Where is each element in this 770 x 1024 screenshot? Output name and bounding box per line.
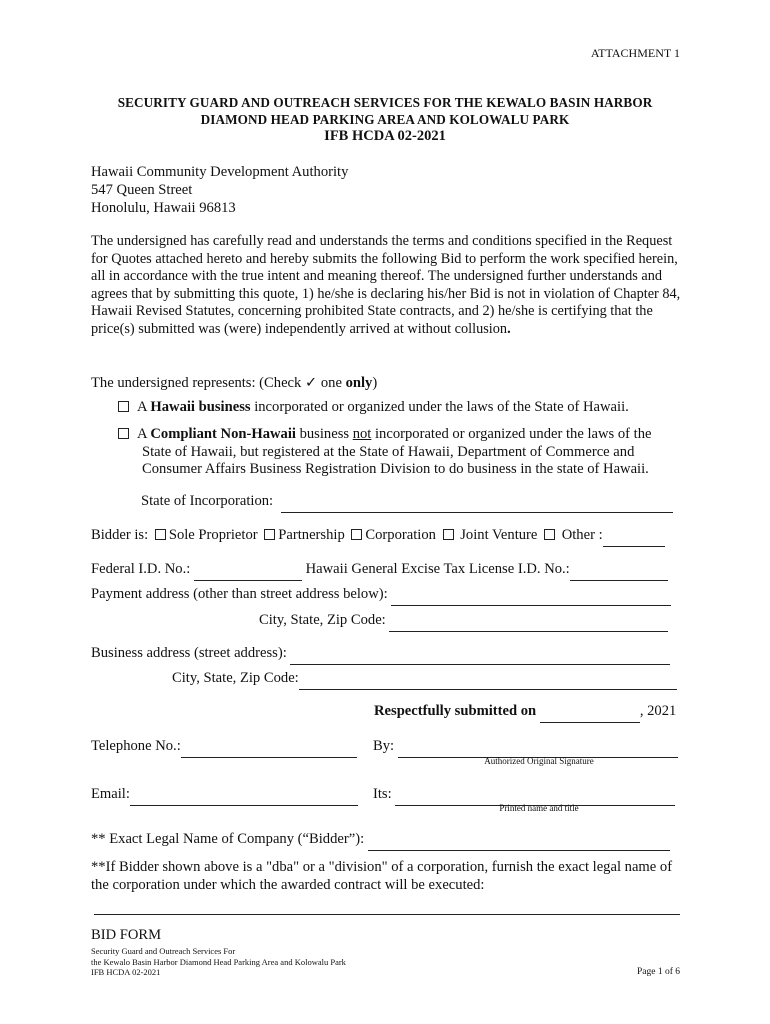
business-address-label: Business address (street address): xyxy=(91,645,287,661)
submitted-date-field[interactable] xyxy=(540,705,640,723)
recipient-address xyxy=(91,163,348,217)
option-nonhawaii-mid: business xyxy=(295,426,353,442)
payment-city-row xyxy=(259,612,668,632)
option-a: A xyxy=(137,399,151,415)
footer-sub-line-3: IFB HCDA 02-2021 xyxy=(91,967,161,977)
title-line-2: DIAMOND HEAD PARKING AREA AND KOLOWALU PARK xyxy=(200,112,570,127)
corporation-name-field[interactable] xyxy=(94,914,680,915)
get-license-field[interactable] xyxy=(570,563,668,581)
checkmark-icon: ✓ xyxy=(304,375,318,391)
title-line-1: SECURITY GUARD AND OUTREACH SERVICES FOR THE KEWALO BASIN HARBOR xyxy=(117,95,653,110)
represents-close: ) xyxy=(372,375,378,391)
hawaii-business-checkbox[interactable] xyxy=(118,401,129,412)
bidder-label: Bidder is: xyxy=(91,527,149,543)
option-hawaii-bold: Hawaii business xyxy=(150,399,251,415)
partnership-label: Partnership xyxy=(278,527,345,543)
corporation-checkbox[interactable] xyxy=(351,529,362,540)
federal-id-label: Federal I.D. No.: xyxy=(91,561,191,577)
payment-city-label: City, State, Zip Code: xyxy=(259,612,386,628)
represents-line xyxy=(91,374,377,392)
other-field[interactable] xyxy=(603,529,665,547)
legal-name-field[interactable] xyxy=(368,833,670,851)
represents-one: one xyxy=(317,375,346,391)
corporation-label: Corporation xyxy=(365,527,436,543)
option-nonhawaii-rest1: incorporated or organized under the laws of the xyxy=(371,426,652,442)
business-city-row xyxy=(172,670,677,690)
email-row xyxy=(91,786,358,806)
footer-sub-line-2: the Kewalo Basin Harbor Diamond Head Parking Area and Kolowalu Park xyxy=(91,956,346,967)
payment-city-field[interactable] xyxy=(389,614,668,632)
submitted-on-row xyxy=(374,703,676,723)
represents-lead: The undersigned represents: (Check xyxy=(91,375,305,391)
state-of-incorporation-row xyxy=(141,493,673,513)
address-city: Honolulu, Hawaii 96813 xyxy=(91,200,236,216)
signature-row xyxy=(373,738,678,758)
partnership-checkbox[interactable] xyxy=(264,529,275,540)
state-of-incorporation-label: State of Incorporation: xyxy=(141,493,274,509)
telephone-field[interactable] xyxy=(181,740,357,758)
option-hawaii-rest: incorporated or organized under the laws of the State of Hawaii. xyxy=(250,399,629,415)
joint-venture-label: Joint Venture xyxy=(456,527,538,543)
attachment-label: ATTACHMENT 1 xyxy=(590,46,680,60)
email-label: Email: xyxy=(91,786,130,802)
business-city-label: City, State, Zip Code: xyxy=(172,670,299,686)
option-hawaii-business xyxy=(118,399,629,417)
other-label: Other : xyxy=(558,527,603,543)
payment-address-label: Payment address (other than street address below): xyxy=(91,586,388,602)
payment-address-row xyxy=(91,586,671,606)
other-checkbox[interactable] xyxy=(544,529,555,540)
page-number: Page 1 of 6 xyxy=(636,967,680,977)
tax-id-row xyxy=(91,561,668,581)
by-label: By: xyxy=(373,738,395,754)
business-city-field[interactable] xyxy=(299,672,677,690)
intro-paragraph xyxy=(91,233,691,339)
state-of-incorporation-field[interactable] xyxy=(281,495,673,513)
intro-text: The undersigned has carefully read and understands the terms and conditions specified in the Request for Quotes attached hereto and hereby submits the following Bid to perform the work specified herein, all in accordance with the true intent and meaning thereof. The undersigned further understands and agrees that by submitting this quote, 1) he/she is declaring his/her Bid is not in violation of Chapter 84, Hawaii Revised Statutes, concerning prohibited State contracts, and 2) he/she is certifying that the price(s) submitted was (were) independently arrived at without collusion xyxy=(91,233,681,337)
option-a: A xyxy=(137,426,151,442)
sole-proprietor-checkbox[interactable] xyxy=(155,529,166,540)
option-non-hawaii-business xyxy=(118,426,683,479)
signature-caption: Authorized Original Signature xyxy=(484,756,594,766)
business-address-field[interactable] xyxy=(290,647,670,665)
address-org: Hawaii Community Development Authority xyxy=(91,164,349,180)
option-nonhawaii-bold: Compliant Non-Hawaii xyxy=(150,426,296,442)
legal-name-row xyxy=(91,831,670,851)
option-nonhawaii-not: not xyxy=(352,426,372,442)
federal-id-field[interactable] xyxy=(194,563,302,581)
form-title xyxy=(0,94,770,145)
option-nonhawaii-rest2: State of Hawaii, but registered at the State of Hawaii, Department of Commerce and Consumer Affairs Business Registration Division to do business in the state of Hawaii. xyxy=(142,443,649,477)
its-label: Its: xyxy=(373,786,392,802)
represents-only: only xyxy=(345,375,373,391)
email-field[interactable] xyxy=(130,788,358,806)
business-address-row xyxy=(91,645,670,665)
footer-sub-line-1: Security Guard and Outreach Services For xyxy=(91,946,236,956)
name-title-caption: Printed name and title xyxy=(499,803,579,813)
joint-venture-checkbox[interactable] xyxy=(443,529,454,540)
bidder-type-row xyxy=(91,527,665,547)
telephone-row xyxy=(91,738,357,758)
submitted-year: , 2021 xyxy=(639,703,677,719)
intro-end: . xyxy=(507,320,511,337)
submitted-on-label: Respectfully submitted on xyxy=(374,703,537,719)
sole-proprietor-label: Sole Proprietor xyxy=(168,527,258,543)
telephone-label: Telephone No.: xyxy=(91,738,181,754)
non-hawaii-business-checkbox[interactable] xyxy=(118,428,129,439)
footer-subtitle xyxy=(91,946,346,978)
footer-title: BID FORM xyxy=(91,927,162,943)
dba-note: **If Bidder shown above is a "dba" or a "division" of a corporation, furnish the exact legal name of the corporation under which the awarded contract will be executed: xyxy=(91,859,673,893)
title-line-3: IFB HCDA 02-2021 xyxy=(324,128,446,144)
payment-address-field[interactable] xyxy=(391,588,671,606)
get-license-label: Hawaii General Excise Tax License I.D. No.: xyxy=(301,561,570,577)
legal-name-label: ** Exact Legal Name of Company (“Bidder”): xyxy=(91,831,365,847)
address-street: 547 Queen Street xyxy=(91,182,193,198)
